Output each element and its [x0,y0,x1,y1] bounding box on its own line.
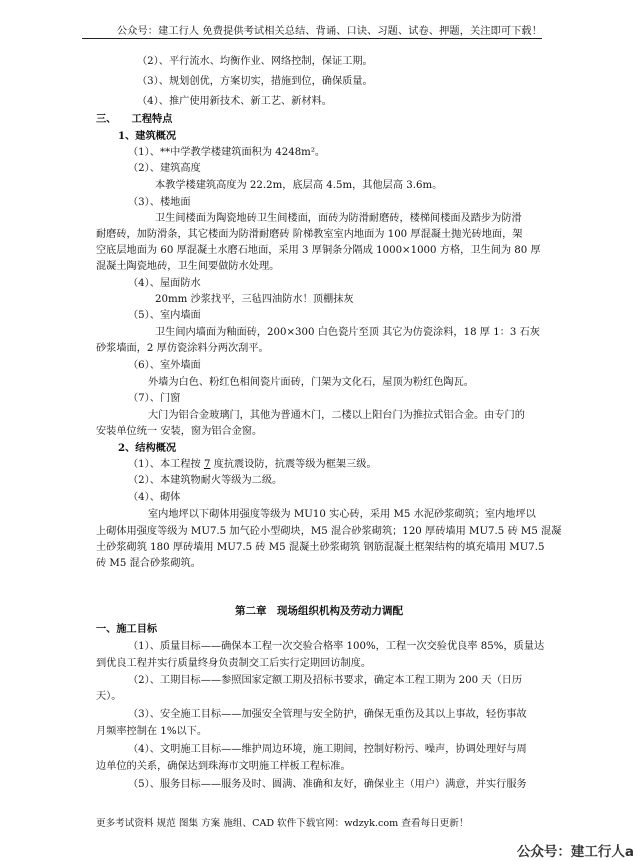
text-line: （3）、楼地面 [128,197,191,208]
text-line: （6）、室外墙面 [128,360,201,371]
text-line: 耐磨砖，加防滑条，其它楼面为防滑耐磨砖 阶梯教室室内地面为 100 厚混凝土抛光砖地面，架 [96,229,523,240]
subsection-heading: 2、结构概况 [118,442,177,454]
text-line: 大门为铝合金玻璃门，其他为普通木门，二楼以上阳台门为推拉式铝合金。由专门的 [148,410,525,421]
text-line: 20mm 沙浆找平，三毡四油防水！顶棚抹灰 [155,294,354,305]
text-line: （2）、建筑高度 [128,163,201,174]
text-run: 度抗震设防，抗震等级为框架三级。 [210,459,377,470]
text-line: 室内地坪以下砌体用强度等级为 MU10 实心砖，采用 M5 水泥砂浆砌筑；室内地坪以 [148,509,536,520]
text-line: 空底层地面为 60 厚混凝土水磨石地面，采用 3 厚铜条分隔成 1000×1000 方格，卫生间为 80 厚 [96,245,541,256]
page-footer: 更多考试资料 规范 图集 方案 施组、CAD 软件下载官网：wdzyk.com 查看每日更新！ [96,818,469,829]
text-run: （1）、本工程按 [128,459,204,470]
text-line: 月频率控制在 1%以下。 [96,726,208,737]
text-line: 本教学楼建筑高度为 22.2m，底层高 4.5m，其他层高 3.6m。 [155,180,443,191]
text-line: 天）。 [96,691,122,702]
text-line: 边单位的关系，确保达到珠海市文明施工样板工程标准。 [96,761,351,772]
text-line: 卫生间楼面为陶瓷地砖卫生间楼面，面砖为防滑耐磨砖，楼梯间楼面及踏步为防滑 [155,213,522,224]
text-line: 混凝土陶瓷地砖，卫生间要做防水处理。 [96,261,280,272]
header-rule [82,38,542,39]
section-heading: 三、 工程特点 [96,113,173,125]
text-line: （7）、门窗 [128,393,181,404]
text-line: 安装单位统一 安装，窗为铝合金窗。 [96,426,263,437]
text-line: （3）、规划创优，方案切实，措施到位，确保质量。 [137,76,373,87]
text-line: 土砂浆砌筑 180 厚砖墙用 MU7.5 砖 M5 混凝土砂浆砌筑 钢筋混凝土框架结构的填充墙用 MU7.5 [96,542,545,553]
text-line: 卫生间内墙面为釉面砖，200×300 白色瓷片至顶 其它为仿瓷涂料，18 厚 1：3 石灰 [155,327,540,338]
text-line: 外墙为白色、粉红色相间瓷片面砖，门架为文化石，屋顶为粉红色陶瓦。 [148,377,474,388]
text-line: （5）、室内墙面 [128,310,201,321]
watermark: 公众号：建工行人a [516,844,634,860]
text-line: 砖 M5 混合砂浆砌筑。 [96,558,201,569]
subsection-heading: 1、建筑概况 [118,130,177,142]
chapter-title: 第二章 现场组织机构及劳动力调配 [235,605,403,617]
text-line: （1）、质量目标——确保本工程一次交验合格率 100%，工程一次交验优良率 85%，质量达 [128,641,545,652]
text-line: （4）、屋面防水 [128,278,201,289]
text-line: 上砌体用强度等级为 MU7.5 加气砼小型砌块，M5 混合砂浆砌筑；120 厚砖墙用 MU7.5 砖 M5 混凝 [96,526,562,537]
text-line: （5）、服务目标——服务及时、圆满、准确和友好，确保业主（用户）满意，并实行服务 [128,779,527,790]
text-line: （3）、安全施工目标——加强安全管理与安全防护，确保无重伤及其以上事故，轻伤事故 [128,709,527,720]
text-line: （2）、工期目标——参照国家定额工期及招标书要求，确定本工程工期为 200 天（日历 [128,675,523,686]
text-line: （4）、推广使用新技术、新工艺、新材料。 [137,96,332,107]
text-line: 到优良工程并实行质量终身负责制交工后实行定期回访制度。 [96,658,372,669]
underlined-value: 7 [203,459,211,470]
text-line: （1）、**中学教学楼建筑面积为 4248m²。 [128,147,326,158]
text-line: （2）、平行流水、均衡作业、网络控制，保证工期。 [137,56,373,67]
section-heading: 一、施工目标 [96,623,158,635]
text-line: （4）、砌体 [128,492,181,503]
text-line: （4）、文明施工目标——维护周边环境，施工期间，控制好粉污、噪声，协调处理好与周 [128,744,527,755]
text-line: 砂浆墙面，2 厚仿瓷涂料分两次刮平。 [96,343,269,354]
text-line: （2）、本建筑物耐火等级为二级。 [128,475,283,486]
text-line [128,458,377,472]
page-header: 公众号：建工行人 免费提供考试相关总结、背诵、口诀、习题、试卷、押题，关注即可下载！ [116,26,542,37]
